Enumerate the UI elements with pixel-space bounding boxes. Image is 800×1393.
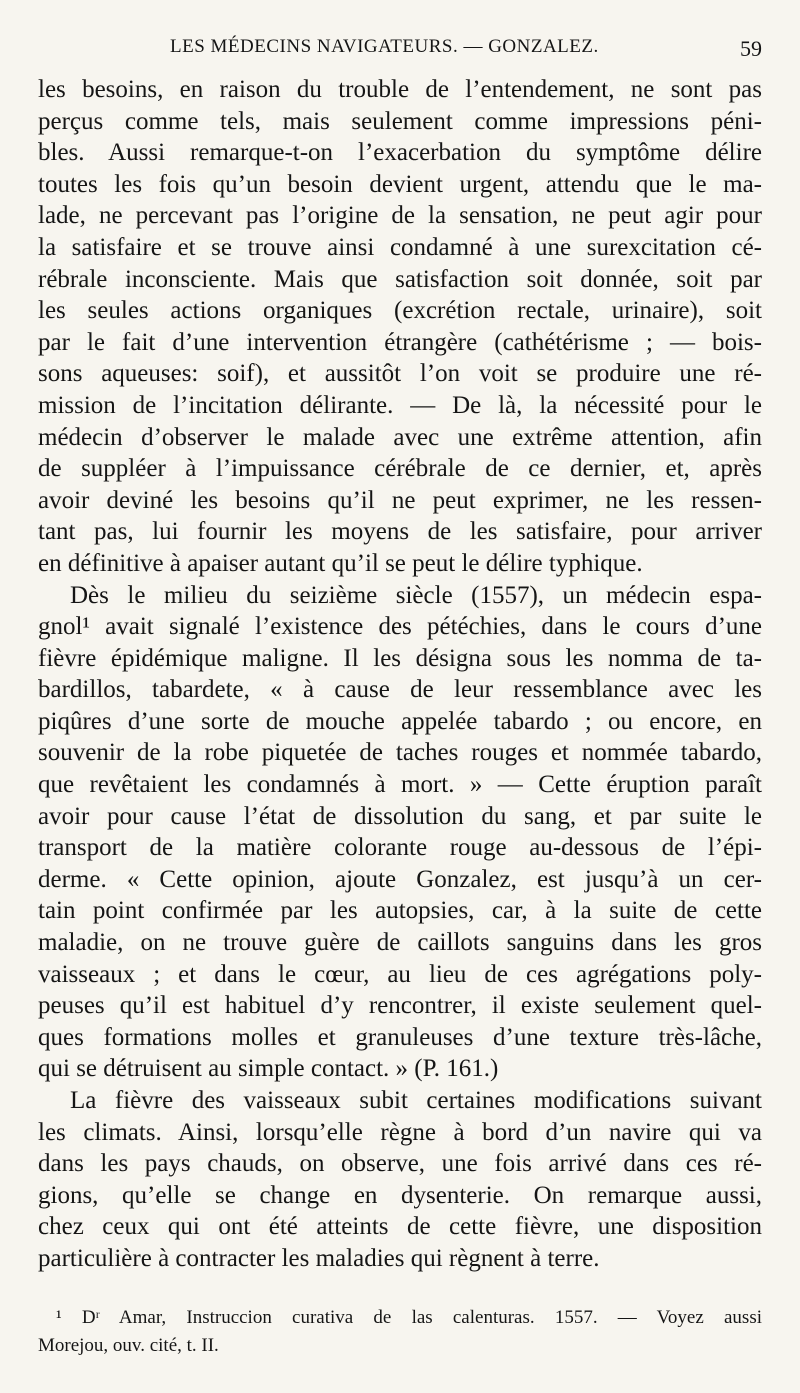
running-title: LES MÉDECINS NAVIGATEURS. — GONZALEZ. [170, 36, 599, 57]
text-line: avoir deviné les besoins qu’il ne peut exprimer, ne les ressen- [38, 486, 762, 514]
text-line: bardillos, tabardete, « à cause de leur ressemblance avec les [38, 676, 762, 704]
text-line: les climats. Ainsi, lorsqu’elle règne à bord d’un navire qui va [38, 1118, 762, 1146]
text-line: toutes les fois qu’un besoin devient urgent, attendu que le ma- [38, 170, 762, 198]
text-line: les besoins, en raison du trouble de l’entendement, ne sont pas [38, 76, 762, 103]
text-line: La fièvre des vaisseaux subit certaines modifications suivant [70, 1087, 762, 1114]
text-line: qui se détruisent au simple contact. » (P. 161.) [38, 1055, 499, 1083]
text-line: en définitive à apaiser autant qu’il se peut le délire typhique. [38, 549, 643, 577]
text-line: Dès le milieu du seizième siècle (1557), un médecin espa- [70, 581, 762, 609]
text-line: dans les pays chauds, on observe, une fois arrivé dans ces ré- [38, 1150, 762, 1178]
text-line: rébrale inconsciente. Mais que satisfaction soit donnée, soit par [38, 265, 762, 293]
text-line: souvenir de la robe piquetée de taches rouges et nommée tabardo, [38, 739, 762, 767]
text-line: ques formations molles et granuleuses d’une texture très-lâche, [38, 1023, 762, 1051]
text-line: transport de la matière colorante rouge au-dessous de l’épi- [38, 834, 762, 862]
text-line: gnol¹ avait signalé l’existence des pétéchies, dans le cours d’une [38, 613, 762, 641]
text-line: mission de l’incitation délirante. — De là, la nécessité pour le [38, 391, 762, 419]
text-line: avoir pour cause l’état de dissolution du sang, et par suite le [38, 802, 762, 830]
text-line: perçus comme tels, mais seulement comme impressions péni- [38, 107, 762, 135]
text-line: derme. « Cette opinion, ajoute Gonzalez, est jusqu’à un cer- [38, 865, 762, 893]
text-line: sons aqueuses: soif), et aussitôt l’on voit se produire une ré- [38, 360, 762, 388]
body-text [38, 74, 762, 1275]
text-line: piqûres d’une sorte de mouche appelée tabardo ; ou encore, en [38, 707, 762, 735]
footnote-line: ¹ Dʳ Amar, Instruccion curativa de las calenturas. 1557. — Voyez aussi [56, 1307, 762, 1328]
text-line: de suppléer à l’impuissance cérébrale de ce dernier, et, après [38, 455, 762, 483]
footnotes [38, 1304, 762, 1360]
running-head [0, 36, 800, 66]
text-line: que revêtaient les condamnés à mort. » — Cette éruption paraît [38, 771, 762, 799]
text-line: fièvre épidémique maligne. Il les désigna sous les nomma de ta- [38, 644, 762, 672]
text-line: gions, qu’elle se change en dysenterie. On remarque aussi, [38, 1181, 762, 1209]
text-line: médecin d’observer le malade avec une extrême attention, afin [38, 423, 762, 451]
text-line: la satisfaire et se trouve ainsi condamné à une surexcitation cé- [38, 233, 762, 261]
text-line: vaisseaux ; et dans le cœur, au lieu de ces agrégations poly- [38, 960, 762, 988]
page-number: 59 [740, 36, 762, 61]
footnote-line: Morejou, ouv. cité, t. II. [38, 1335, 219, 1356]
text-line: bles. Aussi remarque-t-on l’exacerbation du symptôme délire [38, 139, 762, 167]
text-line: les seules actions organiques (excrétion rectale, urinaire), soit [38, 297, 762, 325]
text-line: par le fait d’une intervention étrangère (cathétérisme ; — bois- [38, 328, 762, 356]
text-line: particulière à contracter les maladies qui règnent à terre. [38, 1244, 600, 1272]
text-line: maladie, on ne trouve guère de caillots sanguins dans les gros [38, 929, 762, 957]
text-line: tant pas, lui fournir les moyens de les satisfaire, pour arriver [38, 518, 762, 546]
text-line: lade, ne percevant pas l’origine de la sensation, ne peut agir pour [38, 202, 762, 230]
text-line: peuses qu’il est habituel d’y rencontrer, il existe seulement quel- [38, 992, 762, 1020]
text-line: tain point confirmée par les autopsies, car, à la suite de cette [38, 897, 762, 925]
text-line: chez ceux qui ont été atteints de cette fièvre, une disposition [38, 1213, 762, 1241]
